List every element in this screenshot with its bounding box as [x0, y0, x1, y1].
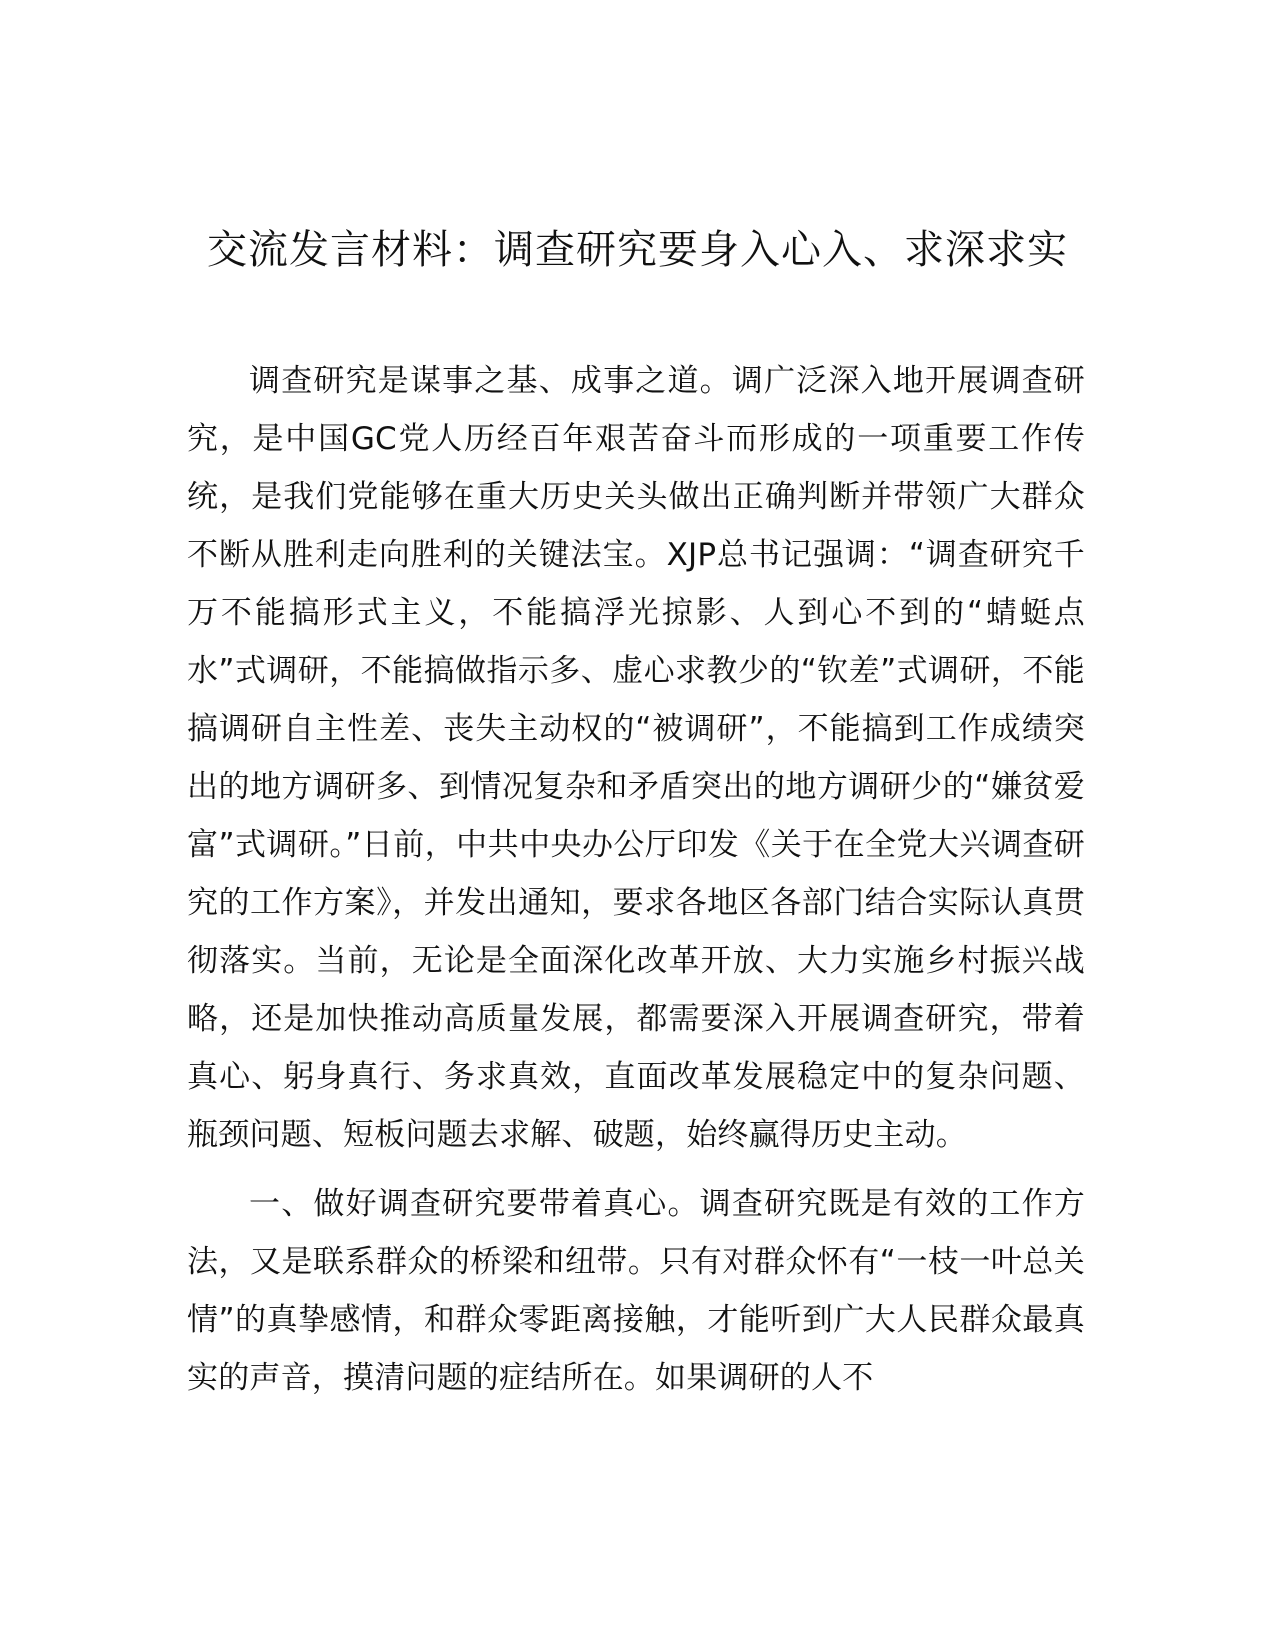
document-title: 交流发言材料：调查研究要身入心入、求深求实 [207, 227, 1068, 273]
paragraph-intro: 调查研究是谋事之基、成事之道。调广泛深入地开展调查研究，是中国GC党人历经百年艰苦奋斗而形成的一项重要工作传统，是我们党能够在重大历史关头做出正确判断并带领广大群众不断从胜利走向胜利的关键法宝。XJP总书记强调：“调查研究千万不能搞形式主义，不能搞浮光掠影、人到心不到的“蜻蜓点水”式调研，不能搞做指示多、虚心求教少的“钦差”式调研，不能搞调研自主性差、丧失主动权的“被调研”，不能搞到工作成绩突出的地方调研多、到情况复杂和矛盾突出的地方调研少的“嫌贫爱富”式调研。”日前，中共中央办公厅印发《关于在全党大兴调查研究的工作方案》，并发出通知，要求各地区各部门结合实际认真贯彻落实。当前，无论是全面深化改革开放、大力实施乡村振兴战略，还是加快推动高质量发展，都需要深入开展调查研究，带着真心、躬身真行、务求真效，直面改革发展稳定中的复杂问题、瓶颈问题、短板问题去求解、破题，始终赢得历史主动。 [187, 363, 1085, 1153]
document-body [187, 352, 1085, 1418]
paragraph-section-one: 一、做好调查研究要带着真心。调查研究既是有效的工作方法，又是联系群众的桥梁和纽带。只有对群众怀有“一枝一叶总关情”的真挚感情，和群众零距离接触，才能听到广大人民群众最真实的声音，摸清问题的症结所在。如果调研的人不 [187, 1186, 1085, 1396]
